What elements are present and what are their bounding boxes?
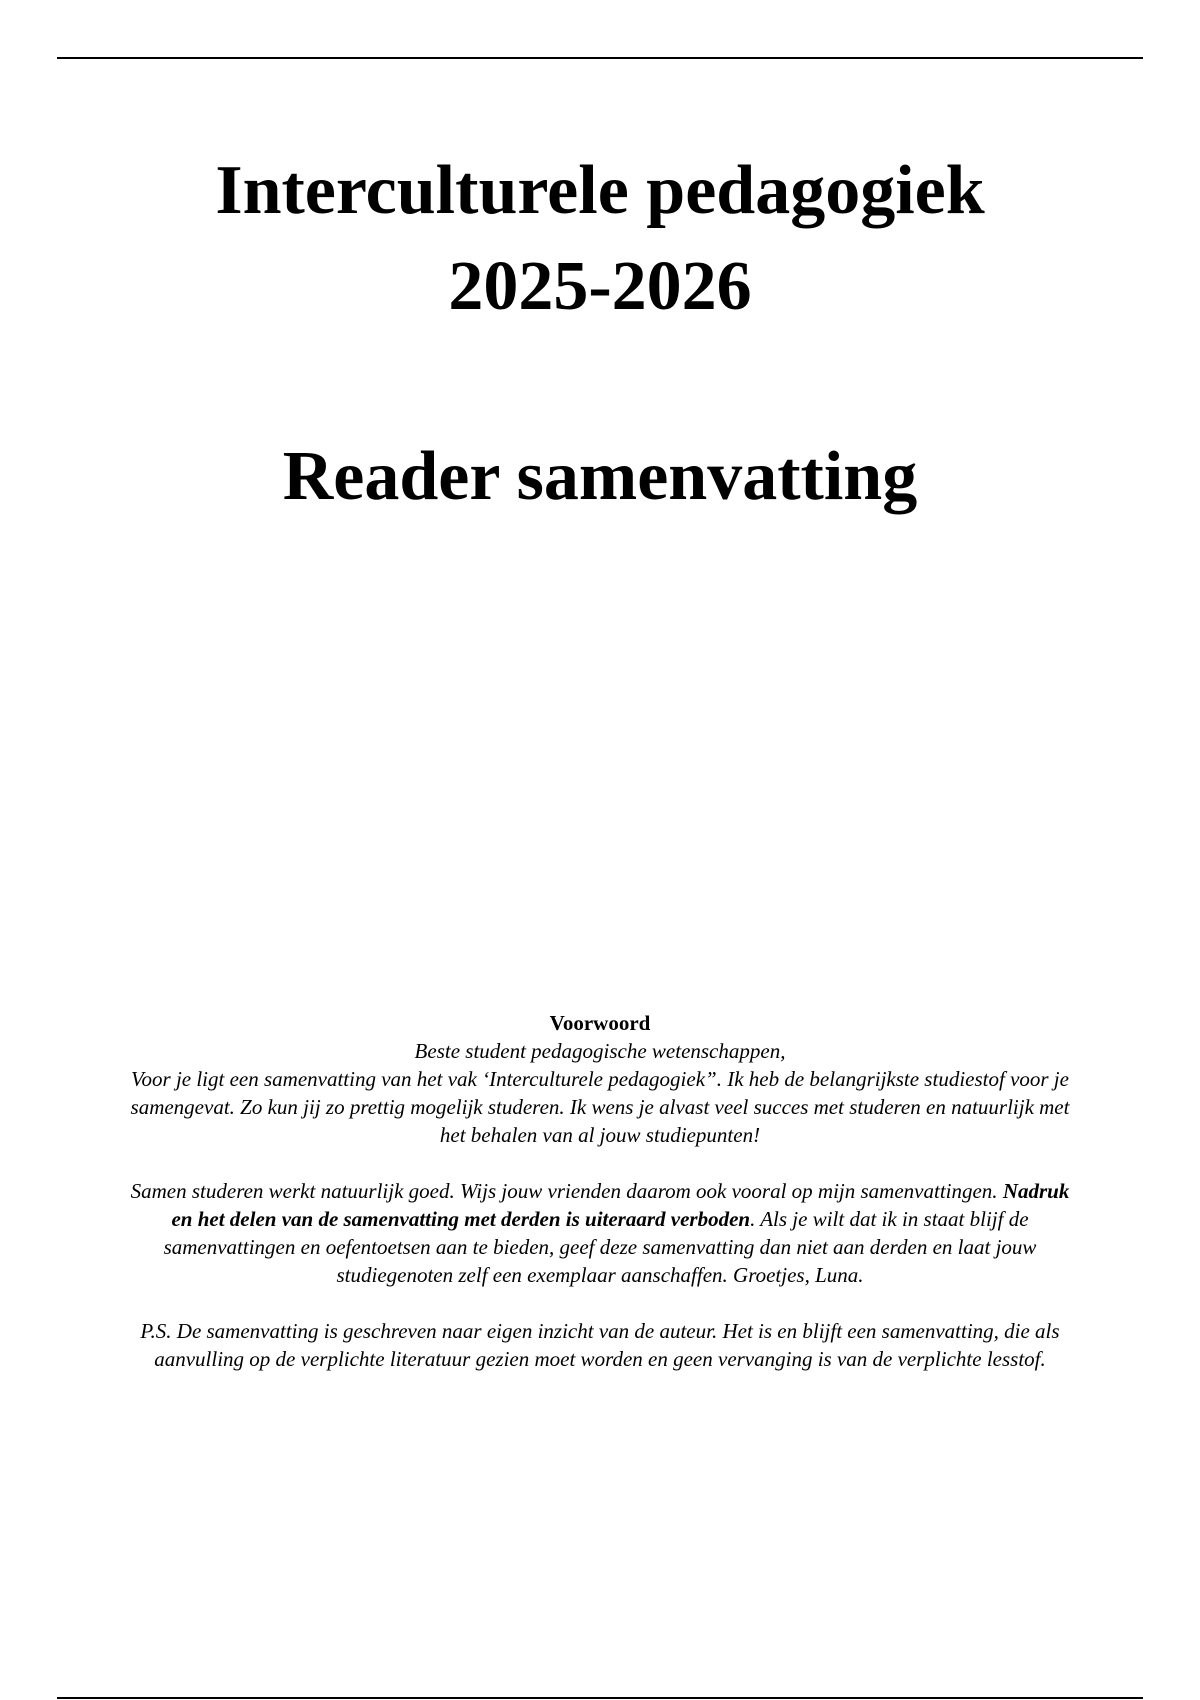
title-course-name: Interculturele pedagogiek	[215, 152, 985, 229]
foreword-section	[130, 1009, 1070, 1373]
sharing-text-end: . Als je wilt dat ik in staat blijf de samenvattingen en oefentoetsen aan te bieden, geef deze samenvatting dan niet aan derden en laat jouw studiegenoten zelf een exemplaar aanschaffen. Groetjes, Luna.	[163, 1207, 1037, 1287]
foreword-paragraph-intro: Voor je ligt een samenvatting van het vak ‘Interculturele pedagogiek”. Ik heb de belangrijkste studiestof voor je samengevat. Zo kun jij zo prettig mogelijk studeren. Ik wens je alvast veel succes met studeren en natuurlijk met het behalen van al jouw studiepunten!	[130, 1067, 1070, 1147]
foreword-heading: Voorwoord	[549, 1011, 651, 1035]
document-title	[57, 143, 1143, 335]
bottom-horizontal-rule	[57, 1697, 1143, 1699]
foreword-paragraph-sharing	[130, 1177, 1070, 1289]
title-academic-year: 2025-2026	[448, 248, 752, 325]
foreword-greeting: Beste student pedagogische wetenschappen,	[414, 1039, 786, 1063]
sharing-prohibition-notice: Nadruk en het delen van de samenvatting met derden is uiteraard verboden	[171, 1179, 1070, 1231]
top-horizontal-rule	[57, 57, 1143, 59]
sharing-text-start: Samen studeren werkt natuurlijk goed. Wijs jouw vrienden daarom ook vooral op mijn samenvattingen.	[130, 1179, 1003, 1203]
document-subtitle: Reader samenvatting	[282, 438, 918, 515]
foreword-postscript: P.S. De samenvatting is geschreven naar eigen inzicht van de auteur. Het is en blijft een samenvatting, die als aanvulling op de verplichte literatuur gezien moet worden en geen vervanging is van de verplichte lesstof.	[140, 1319, 1060, 1371]
